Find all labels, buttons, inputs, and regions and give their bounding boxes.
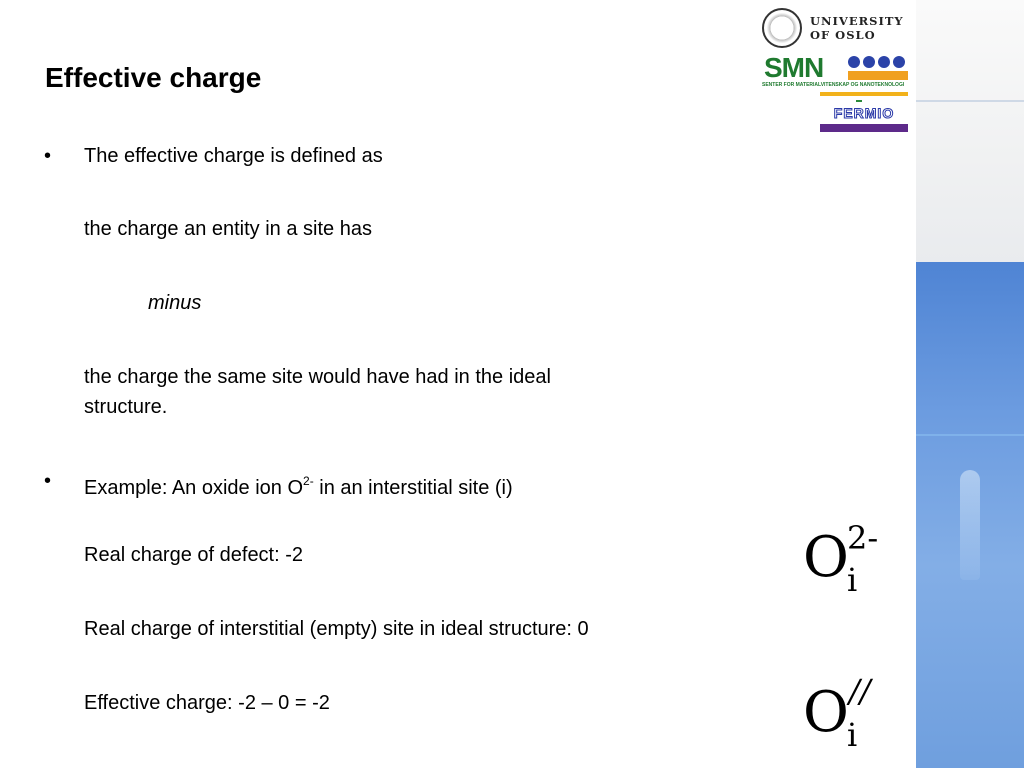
side-figure-image bbox=[960, 470, 980, 580]
bullet-2: • bbox=[44, 470, 52, 492]
fermio-purple-stripe bbox=[820, 124, 908, 132]
smn-subtitle: SENTER FOR MATERIALVITENSKAP OG NANOTEKNOLOGI bbox=[762, 82, 905, 88]
effective-charge-line: Effective charge: -2 – 0 = -2 bbox=[84, 692, 330, 714]
example-line bbox=[84, 466, 513, 503]
real-charge-line: Real charge of defect: -2 bbox=[84, 544, 304, 566]
fermio-yellow-stripe bbox=[820, 92, 908, 96]
formula-base: O bbox=[803, 525, 849, 590]
definition-line: The effective charge is defined as bbox=[84, 145, 383, 167]
formula-real-charge bbox=[803, 519, 893, 600]
formula-effective-charge bbox=[803, 672, 893, 755]
side-statue-image bbox=[916, 0, 1024, 262]
smn-logo-text: SMN bbox=[764, 52, 824, 83]
formula-subscript: i bbox=[847, 716, 858, 754]
side-divider-top bbox=[916, 100, 1024, 102]
ideal-structure-line: the charge the same site would have had in the ideal bbox=[84, 366, 551, 388]
university-seal-icon bbox=[762, 8, 802, 48]
formula-superscript: 2- bbox=[847, 519, 879, 557]
example-text: Example: An oxide ion O bbox=[84, 477, 304, 499]
university-of-oslo-logo bbox=[762, 8, 902, 52]
smn-dots-icon bbox=[848, 56, 905, 68]
fermio-logo bbox=[820, 92, 908, 134]
slide-title: Effective charge bbox=[45, 62, 262, 93]
smn-logo bbox=[762, 52, 910, 92]
formula-superscript: // bbox=[849, 672, 871, 710]
minus-line: minus bbox=[148, 292, 202, 314]
side-divider-bottom bbox=[916, 434, 1024, 436]
university-logo-text bbox=[810, 14, 904, 42]
example-text-end: in an interstitial site (i) bbox=[313, 477, 513, 499]
fermio-green-dash bbox=[856, 100, 862, 102]
formula-subscript: i bbox=[847, 561, 858, 599]
side-decoration bbox=[916, 0, 1024, 768]
charge-entity-line: the charge an entity in a site has bbox=[84, 218, 372, 240]
empty-site-line: Real charge of interstitial (empty) site in ideal structure: 0 bbox=[84, 618, 589, 640]
bullet-1: • bbox=[44, 145, 52, 167]
uio-line2: OF OSLO bbox=[810, 28, 876, 42]
fermio-logo-text: FERMIO bbox=[833, 105, 895, 121]
smn-orange-bar bbox=[848, 71, 908, 80]
ideal-structure-line-cont: structure. bbox=[84, 396, 168, 418]
formula-base: O bbox=[803, 680, 849, 745]
uio-line1: UNIVERSITY bbox=[810, 14, 904, 28]
oxide-charge-superscript: 2- bbox=[303, 474, 314, 488]
